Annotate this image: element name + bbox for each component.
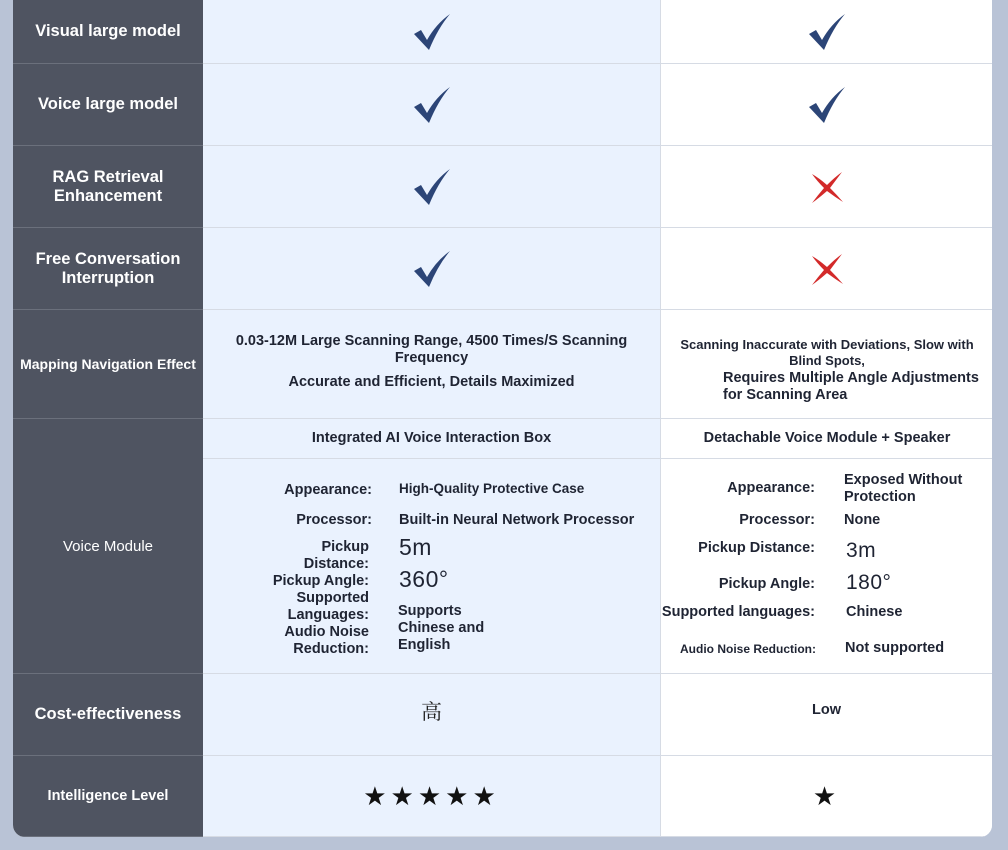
cross-icon <box>809 169 845 205</box>
comparison-table <box>13 0 992 837</box>
five-star-rating: ★★★★★ <box>363 780 500 811</box>
row-voice-module: Voice Module Integrated AI Voice Interaction Box Appearance: High-Quality Protective Case Processor: Built-in Neural Network Processor Pickup Distance: 5m Pickup Angle: 360° Supported Languages: Audio Noise Reduction: Supports Chinese and English Detachable Voice Module + Speaker Appearance: Exposed Without Protection Processor: None Pickup Distance: 3m Pickup Angle: 180° Supported languages: Chinese Audio Noise Reduction: Not supported <box>13 419 992 674</box>
cross-icon <box>809 251 845 287</box>
left-title: Integrated AI Voice Interaction Box <box>311 430 552 446</box>
check-icon <box>807 12 847 52</box>
row-visual-model <box>13 0 992 64</box>
row-mapping: Mapping Navigation Effect 0.03-12M Large Scanning Range, 4500 Times/S Scanning Frequency Accurate and Efficient, Details Maximized Scanning Inaccurate with Deviations, Slow with Blind Spots, Requires Multiple Angle Adjustments for Scanning Area <box>13 310 992 419</box>
row-rag: RAG Retrieval Enhancement <box>13 146 992 228</box>
row-cost: Cost-effectiveness 高 Low <box>13 674 992 756</box>
check-icon <box>412 167 452 207</box>
row-interruption: Free Conversation Interruption <box>13 228 992 310</box>
check-icon <box>412 85 452 125</box>
divider <box>203 458 992 459</box>
right-title: Detachable Voice Module + Speaker <box>703 430 951 446</box>
check-icon <box>412 249 452 289</box>
check-icon <box>412 12 452 52</box>
row-voice-model: Voice large model <box>13 64 992 146</box>
row-intelligence: Intelligence Level ★★★★★ ★ <box>13 756 992 837</box>
check-icon <box>807 85 847 125</box>
row-label: Visual large model <box>13 0 203 64</box>
one-star-rating: ★ <box>812 780 841 811</box>
